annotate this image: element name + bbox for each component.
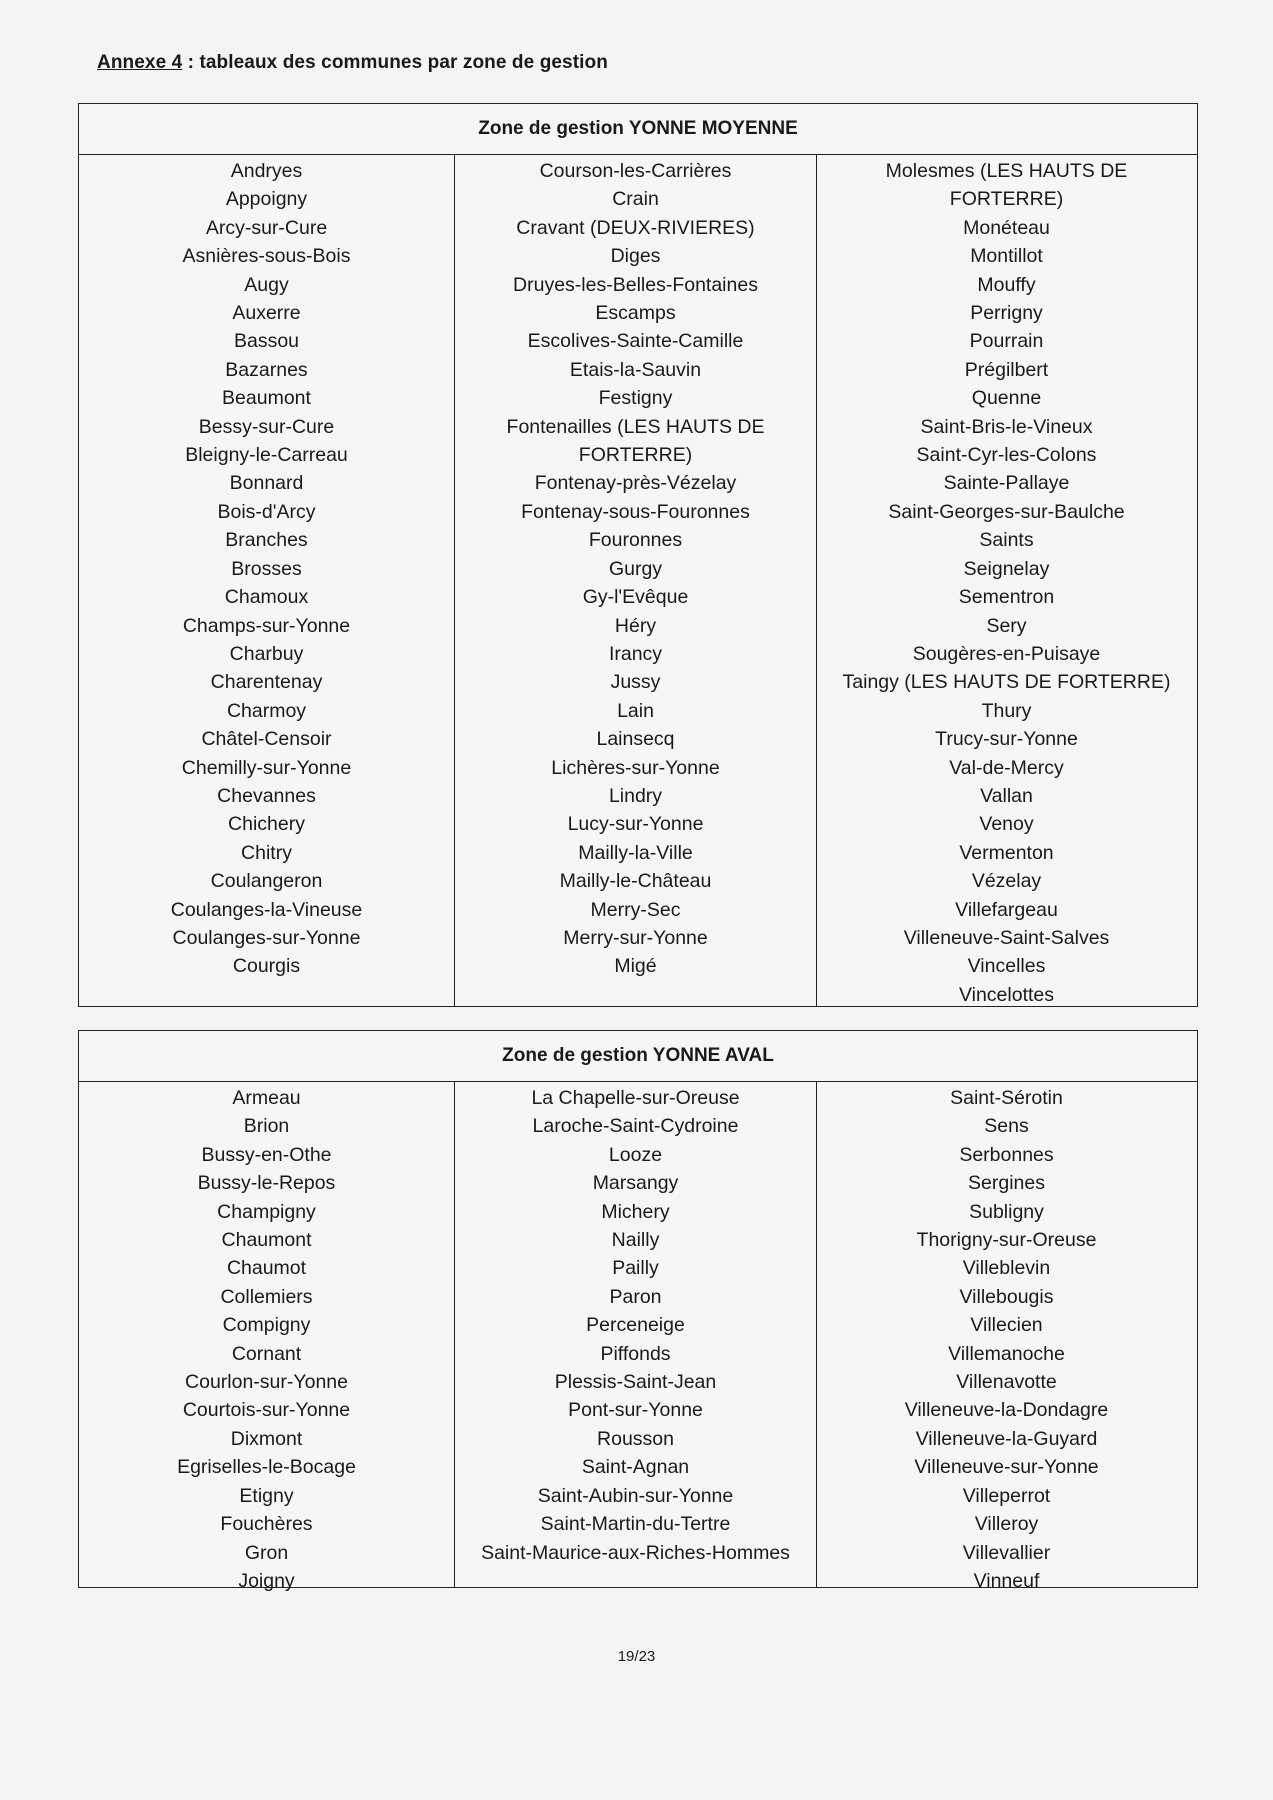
- commune-name: Mouffy: [977, 273, 1036, 296]
- commune-name: Villemanoche: [948, 1342, 1065, 1365]
- commune-name: Gy-l'Evêque: [582, 586, 689, 609]
- commune-name: Fontenailles (LES HAUTS DE FORTERRE): [506, 415, 765, 467]
- commune-name: Gurgy: [608, 557, 663, 580]
- commune-column-1: [79, 155, 454, 1006]
- commune-name: Villevallier: [962, 1541, 1051, 1564]
- commune-name: Brosses: [231, 557, 302, 580]
- commune-name: Migé: [614, 955, 657, 978]
- commune-name: Villecien: [970, 1314, 1043, 1337]
- commune-name: Chitry: [241, 841, 292, 864]
- commune-name: Laroche-Saint-Cydroine: [532, 1115, 739, 1138]
- commune-name: Villeneuve-sur-Yonne: [914, 1456, 1099, 1479]
- commune-name: Lindry: [608, 784, 663, 807]
- commune-name: Etigny: [239, 1484, 294, 1507]
- commune-name: Coulanges-sur-Yonne: [172, 926, 361, 949]
- commune-name: Venoy: [979, 813, 1034, 836]
- commune-name: Taingy (LES HAUTS DE FORTERRE): [842, 671, 1171, 694]
- commune-name: Diges: [610, 245, 661, 268]
- commune-name: Armeau: [232, 1087, 301, 1109]
- commune-name: Saint-Aubin-sur-Yonne: [537, 1484, 734, 1507]
- commune-name: Joigny: [238, 1569, 295, 1592]
- commune-name: Nailly: [611, 1229, 660, 1252]
- commune-name: Villeneuve-la-Dondagre: [904, 1399, 1109, 1422]
- commune-name: Irancy: [608, 642, 663, 665]
- commune-name: Seignelay: [963, 557, 1050, 580]
- commune-name: Crain: [612, 188, 659, 211]
- commune-name: Festigny: [598, 387, 673, 410]
- commune-name: Pailly: [612, 1257, 659, 1280]
- commune-name: La Chapelle-sur-Oreuse: [531, 1087, 740, 1109]
- commune-name: Charentenay: [210, 671, 323, 694]
- commune-name: Auxerre: [232, 302, 301, 325]
- commune-name: Chevannes: [217, 784, 316, 807]
- commune-name: Subligny: [969, 1200, 1044, 1223]
- commune-name: Villeroy: [974, 1513, 1039, 1536]
- commune-name: Thorigny-sur-Oreuse: [916, 1229, 1097, 1252]
- commune-name: Villebougis: [959, 1285, 1054, 1308]
- commune-name: Champigny: [217, 1200, 316, 1223]
- commune-name: Bussy-en-Othe: [201, 1143, 332, 1166]
- commune-name: Quenne: [971, 387, 1042, 410]
- commune-name: Lain: [617, 699, 654, 722]
- page-number: 19/23: [617, 1648, 656, 1665]
- commune-name: Courlon-sur-Yonne: [185, 1371, 348, 1394]
- commune-name: Merry-Sec: [590, 898, 681, 921]
- commune-name: Saint-Sérotin: [950, 1087, 1063, 1109]
- commune-column-3: [816, 155, 1196, 1006]
- commune-name: Pont-sur-Yonne: [568, 1399, 703, 1422]
- commune-column-1: [79, 1082, 454, 1592]
- commune-name: Augy: [244, 273, 289, 296]
- commune-name: Champs-sur-Yonne: [182, 614, 351, 637]
- commune-name: Escolives-Sainte-Camille: [527, 330, 744, 353]
- commune-name: Chichery: [228, 813, 305, 836]
- commune-name: Charbuy: [229, 642, 304, 665]
- commune-name: Sementron: [958, 586, 1055, 609]
- commune-name: Dixmont: [230, 1427, 303, 1450]
- commune-name: Villenavotte: [956, 1371, 1057, 1394]
- commune-name: Egriselles-le-Bocage: [177, 1456, 356, 1479]
- commune-name: Coulangeron: [210, 870, 323, 893]
- commune-name: Courson-les-Carrières: [539, 160, 732, 182]
- commune-name: Saint-Bris-le-Vineux: [920, 415, 1093, 438]
- commune-name: Etais-la-Sauvin: [569, 358, 702, 381]
- commune-name: Perceneige: [586, 1314, 685, 1337]
- commune-name: Vézelay: [971, 870, 1042, 893]
- commune-name: Prégilbert: [964, 358, 1049, 381]
- commune-name: Charmoy: [226, 699, 307, 722]
- commune-name: Cravant (DEUX-RIVIERES): [516, 216, 755, 239]
- commune-name: Sougères-en-Puisaye: [912, 642, 1101, 665]
- commune-name: Monéteau: [963, 216, 1050, 239]
- commune-name: Villeblevin: [962, 1257, 1051, 1280]
- commune-name: Bassou: [233, 330, 300, 353]
- zone-table-yonne-moyenne: [78, 103, 1198, 1007]
- commune-name: Courtois-sur-Yonne: [182, 1399, 351, 1422]
- commune-name: Sergines: [968, 1172, 1045, 1195]
- commune-name: Fontenay-sous-Fouronnes: [521, 500, 750, 523]
- commune-name: Villeneuve-Saint-Salves: [903, 926, 1110, 949]
- commune-name: Paron: [609, 1285, 662, 1308]
- zone-title: Zone de gestion YONNE AVAL: [79, 1031, 1197, 1082]
- commune-name: Vermenton: [959, 841, 1054, 864]
- commune-name: Gron: [244, 1541, 289, 1564]
- commune-name: Escamps: [595, 302, 676, 325]
- commune-name: Mailly-la-Ville: [578, 841, 693, 864]
- heading-text: : tableaux des communes par zone de gestion: [182, 52, 608, 73]
- commune-column-2: [454, 155, 816, 1006]
- commune-name: Merry-sur-Yonne: [563, 926, 708, 949]
- commune-name: Saint-Agnan: [581, 1456, 690, 1479]
- commune-name: Plessis-Saint-Jean: [554, 1371, 717, 1394]
- commune-name: Vincelottes: [958, 983, 1055, 1006]
- commune-name: Marsangy: [592, 1172, 679, 1195]
- zone-title: Zone de gestion YONNE MOYENNE: [79, 104, 1197, 155]
- commune-name: Pourrain: [969, 330, 1044, 353]
- commune-name: Bois-d'Arcy: [217, 500, 316, 523]
- heading-annexe: Annexe 4: [97, 52, 183, 73]
- commune-name: Molesmes (LES HAUTS DE FORTERRE): [885, 160, 1128, 211]
- commune-name: Villefargeau: [955, 898, 1058, 921]
- commune-name: Druyes-les-Belles-Fontaines: [513, 273, 758, 296]
- commune-name: Bessy-sur-Cure: [198, 415, 335, 438]
- commune-name: Cornant: [231, 1342, 302, 1365]
- commune-name: Val-de-Mercy: [949, 756, 1064, 779]
- commune-name: Saint-Georges-sur-Baulche: [888, 500, 1125, 523]
- commune-name: Villeneuve-la-Guyard: [915, 1427, 1098, 1450]
- commune-name: Jussy: [610, 671, 661, 694]
- commune-name: Chemilly-sur-Yonne: [181, 756, 352, 779]
- commune-name: Bussy-le-Repos: [197, 1172, 336, 1195]
- commune-name: Saint-Martin-du-Tertre: [540, 1513, 731, 1536]
- commune-name: Fouronnes: [588, 529, 683, 552]
- commune-name: Bazarnes: [225, 358, 308, 381]
- commune-name: Sery: [986, 614, 1027, 637]
- commune-column-3: [816, 1082, 1196, 1592]
- commune-name: Héry: [614, 614, 657, 637]
- commune-name: Asnières-sous-Bois: [182, 245, 351, 268]
- zone-table-yonne-aval: [78, 1030, 1198, 1592]
- commune-name: Chamoux: [224, 586, 309, 609]
- commune-name: Compigny: [222, 1314, 311, 1337]
- commune-name: Arcy-sur-Cure: [205, 216, 328, 239]
- commune-name: Courgis: [232, 955, 301, 978]
- commune-name: Sens: [984, 1115, 1029, 1138]
- commune-name: Branches: [225, 529, 308, 552]
- commune-name: Saint-Cyr-les-Colons: [916, 444, 1097, 467]
- commune-name: Collemiers: [220, 1285, 313, 1308]
- commune-name: Beaumont: [222, 387, 311, 410]
- commune-name: Bleigny-le-Carreau: [185, 444, 348, 467]
- commune-name: Villeperrot: [962, 1484, 1051, 1507]
- commune-name: Bonnard: [229, 472, 304, 495]
- commune-name: Chaumot: [226, 1257, 307, 1280]
- commune-name: Lichères-sur-Yonne: [551, 756, 720, 779]
- commune-name: Looze: [608, 1143, 663, 1166]
- commune-name: Serbonnes: [959, 1143, 1054, 1166]
- commune-name: Sainte-Pallaye: [943, 472, 1070, 495]
- commune-name: Lainsecq: [596, 728, 675, 751]
- commune-name: Châtel-Censoir: [201, 728, 332, 751]
- commune-name: Fontenay-près-Vézelay: [534, 472, 737, 495]
- commune-name: Piffonds: [600, 1342, 671, 1365]
- commune-name: Rousson: [597, 1427, 674, 1450]
- page-heading: [97, 52, 608, 74]
- commune-name: Saint-Maurice-aux-Riches-Hommes: [481, 1541, 790, 1564]
- commune-name: Thury: [981, 699, 1032, 722]
- commune-name: Trucy-sur-Yonne: [935, 728, 1078, 751]
- commune-name: Coulanges-la-Vineuse: [170, 898, 363, 921]
- commune-name: Vinneuf: [973, 1569, 1040, 1592]
- commune-name: Lucy-sur-Yonne: [567, 813, 704, 836]
- commune-name: Chaumont: [221, 1229, 312, 1252]
- commune-name: Brion: [243, 1115, 290, 1138]
- commune-name: Vallan: [980, 784, 1033, 807]
- commune-name: Mailly-le-Château: [559, 870, 712, 893]
- commune-name: Andryes: [230, 160, 303, 182]
- commune-column-2: [454, 1082, 816, 1587]
- commune-name: Saints: [979, 529, 1034, 552]
- commune-name: Montillot: [970, 245, 1043, 268]
- commune-name: Fouchères: [220, 1513, 313, 1536]
- commune-name: Vincelles: [967, 955, 1046, 978]
- commune-name: Michery: [601, 1200, 670, 1223]
- commune-name: Perrigny: [970, 302, 1043, 325]
- commune-name: Appoigny: [225, 188, 308, 211]
